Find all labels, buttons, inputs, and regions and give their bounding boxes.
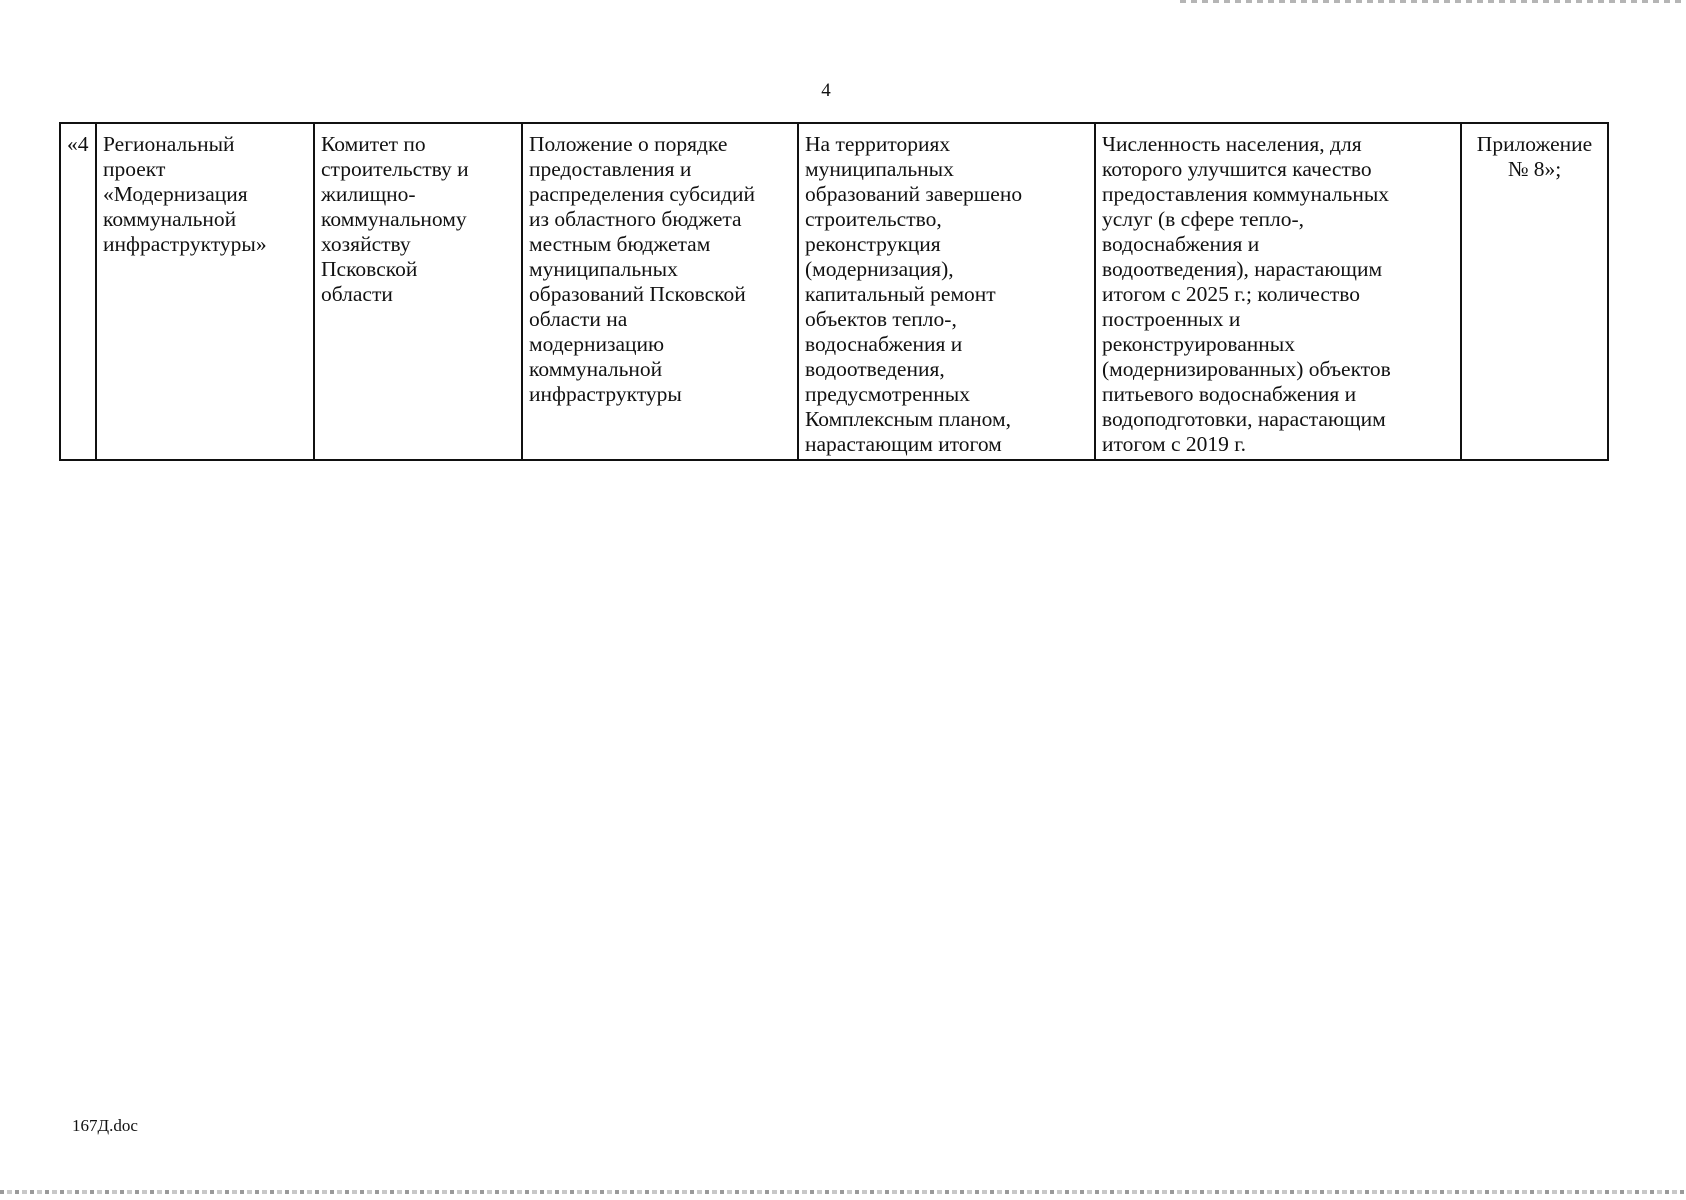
- expected-result-text: На территориях муниципальных образований завершено строительство, реконструкция (модернизация), капитальный ремонт объектов тепло-, водоснабжения и водоотведения, предусмотренных Комплексным планом, нарастающим итогом: [805, 132, 1023, 456]
- scan-artifact-bottom: [0, 1190, 1686, 1194]
- row-number-text: «4: [67, 132, 89, 156]
- cell-project-name: [96, 123, 314, 460]
- appendix-text: Приложение № 8»;: [1476, 132, 1593, 181]
- cell-responsible-body: [314, 123, 522, 460]
- cell-regulation-document: [522, 123, 798, 460]
- cell-row-number: [60, 123, 96, 460]
- footer-filename: 167Д.doc: [72, 1116, 138, 1135]
- regulation-document-text: Положение о порядке предоставления и распределения субсидий из областного бюджета местным бюджетам муниципальных образований Псковской области на модернизацию коммунальной инфраструктуры: [529, 132, 756, 406]
- indicator-text: Численность населения, для которого улучшится качество предоставления коммунальных услуг (в сфере тепло-, водоснабжения и водоотведения), нарастающим итогом с 2025 г.; количество построенных и реконструированных (модернизированных) объектов питьевого водоснабжения и водоподготовки, нарастающим итогом с 2019 г.: [1102, 132, 1391, 456]
- cell-indicator: [1095, 123, 1461, 460]
- table-row: [60, 123, 1608, 460]
- page-number: 4: [821, 80, 831, 101]
- project-name-text: Региональный проект «Модернизация коммунальной инфраструктуры»: [103, 132, 267, 256]
- cell-expected-result: [798, 123, 1095, 460]
- cell-appendix: [1461, 123, 1608, 460]
- scan-artifact-top: [1180, 0, 1686, 3]
- program-table: [59, 122, 1609, 461]
- responsible-body-text: Комитет по строительству и жилищно- коммунальному хозяйству Псковской области: [321, 132, 469, 306]
